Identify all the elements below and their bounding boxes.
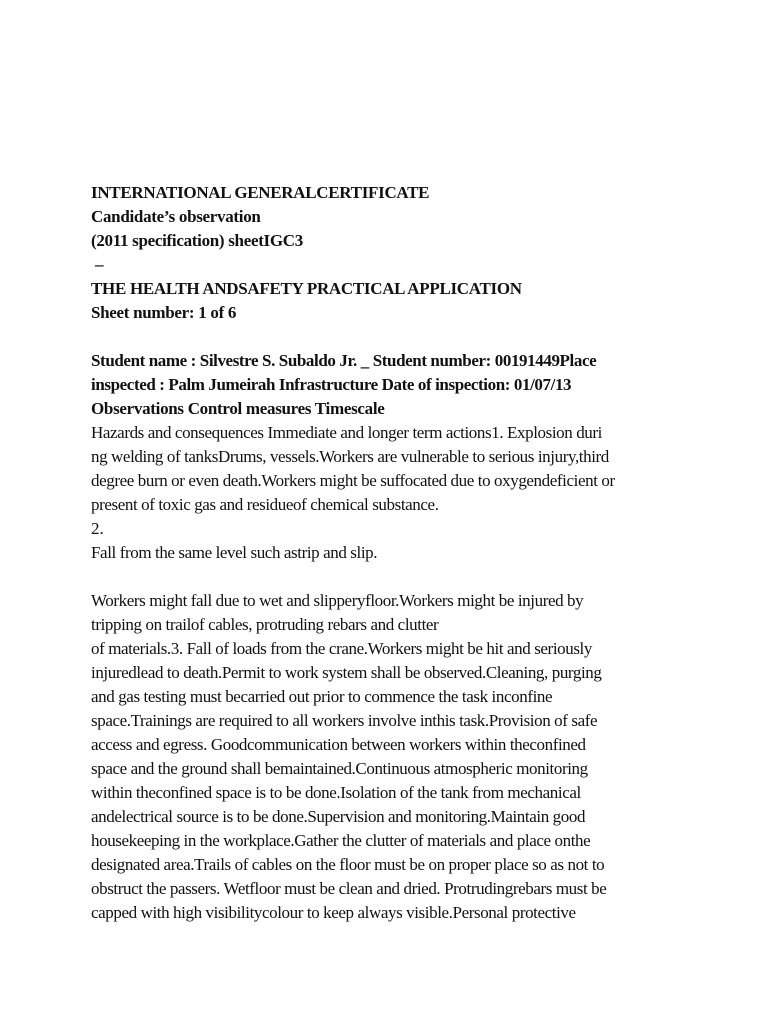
header-specification: (2011 specification) sheetIGC3 <box>91 231 303 250</box>
blank-line <box>91 325 691 349</box>
student-info-line-1: Student name : Silvestre S. Subaldo Jr. _ Student number: 00191449Place <box>91 351 597 370</box>
body-line: Workers might fall due to wet and slipperyfloor.Workers might be injured by <box>91 591 584 610</box>
body-line: present of toxic gas and residueof chemical substance. <box>91 495 439 514</box>
header-subtitle: Candidate’s observation <box>91 207 261 226</box>
blank-line <box>91 565 691 589</box>
header-title: INTERNATIONAL GENERALCERTIFICATE <box>91 183 430 202</box>
body-line: of materials.3. Fall of loads from the crane.Workers might be hit and seriously <box>91 639 592 658</box>
header-dash: – <box>91 255 104 274</box>
body-line: designated area.Trails of cables on the floor must be on proper place so as not to <box>91 855 605 874</box>
body-line: within theconfined space is to be done.Isolation of the tank from mechanical <box>91 783 581 802</box>
sheet-number: Sheet number: 1 of 6 <box>91 303 237 322</box>
document-page <box>91 181 691 925</box>
body-line: and gas testing must becarried out prior to commence the task inconfine <box>91 687 553 706</box>
body-line: housekeeping in the workplace.Gather the clutter of materials and place onthe <box>91 831 591 850</box>
student-info-line-2: inspected : Palm Jumeirah Infrastructure Date of inspection: 01/07/13 <box>91 375 572 394</box>
body-line: obstruct the passers. Wetfloor must be clean and dried. Protrudingrebars must be <box>91 879 607 898</box>
body-line: space and the ground shall bemaintained.Continuous atmospheric monitoring <box>91 759 588 778</box>
body-line: degree burn or even death.Workers might be suffocated due to oxygendeficient or <box>91 471 615 490</box>
body-line: Fall from the same level such astrip and slip. <box>91 543 378 562</box>
body-line: injuredlead to death.Permit to work system shall be observed.Cleaning, purging <box>91 663 602 682</box>
body-line: access and egress. Goodcommunication between workers within theconfined <box>91 735 586 754</box>
table-headings: Observations Control measures Timescale <box>91 399 385 418</box>
list-number: 2. <box>91 519 104 538</box>
header-unit-title: THE HEALTH ANDSAFETY PRACTICAL APPLICATION <box>91 279 522 298</box>
body-line: ng welding of tanksDrums, vessels.Workers are vulnerable to serious injury,third <box>91 447 609 466</box>
body-line: Hazards and consequences Immediate and longer term actions1. Explosion duri <box>91 423 602 442</box>
body-line: space.Trainings are required to all workers involve inthis task.Provision of safe <box>91 711 598 730</box>
body-line: capped with high visibilitycolour to keep always visible.Personal protective <box>91 903 576 922</box>
body-line: tripping on trailof cables, protruding rebars and clutter <box>91 615 439 634</box>
body-line: andelectrical source is to be done.Supervision and monitoring.Maintain good <box>91 807 586 826</box>
